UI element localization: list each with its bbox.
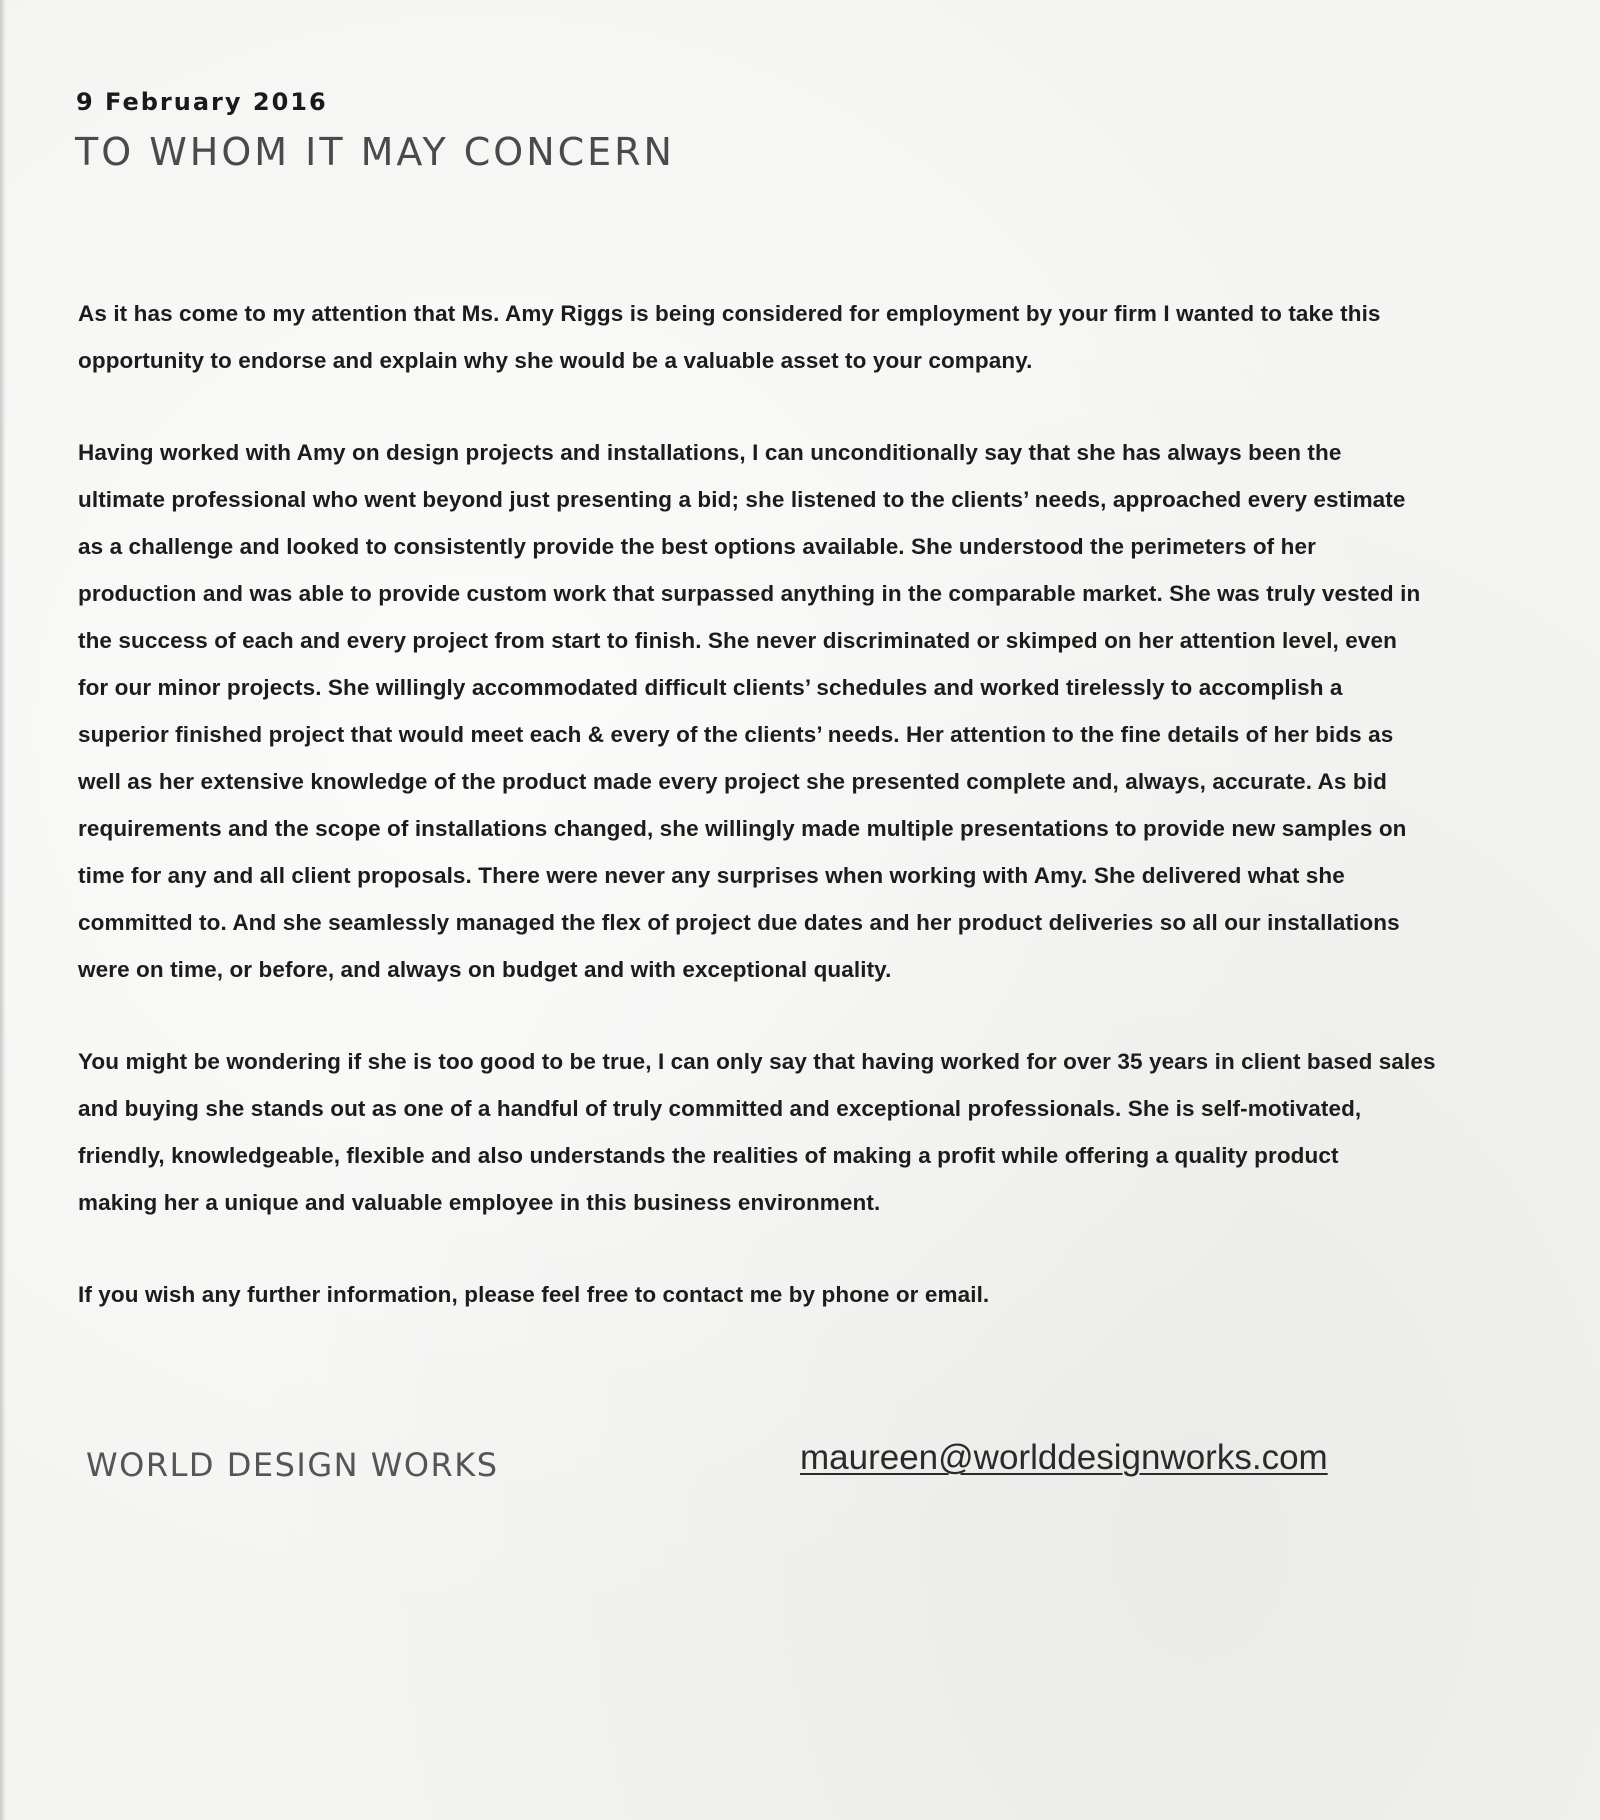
text-line: time for any and all client proposals. There were never any surprises when working with Amy. She delivered what she: [78, 863, 1345, 888]
salutation-heading: TO WHOM IT MAY CONCERN: [75, 130, 675, 174]
text-line: requirements and the scope of installations changed, she willingly made multiple presentations to provide new samples on: [78, 816, 1407, 841]
paragraph-experience: [78, 429, 1518, 993]
text-line: As it has come to my attention that Ms. Amy Riggs is being considered for employment by your firm I wanted to take this: [78, 301, 1381, 326]
text-line: committed to. And she seamlessly managed the flex of project due dates and her product deliveries so all our installations: [78, 910, 1400, 935]
text-line: superior finished project that would meet each & every of the clients’ needs. Her attention to the fine details of her bids as: [78, 722, 1394, 747]
company-name: WORLD DESIGN WORKS: [86, 1446, 499, 1484]
paragraph-endorsement: [78, 1038, 1518, 1226]
text-line: for our minor projects. She willingly accommodated difficult clients’ schedules and worked tirelessly to accomplish a: [78, 675, 1343, 700]
text-line: If you wish any further information, please feel free to contact me by phone or email.: [78, 1282, 990, 1307]
text-line: the success of each and every project from start to finish. She never discriminated or skimped on her attention level, even: [78, 628, 1397, 653]
email-link[interactable]: maureen@worlddesignworks.com: [800, 1438, 1328, 1477]
text-line: making her a unique and valuable employee in this business environment.: [78, 1190, 881, 1215]
text-line: production and was able to provide custom work that surpassed anything in the comparable market. She was truly vested in: [78, 581, 1421, 606]
letter-date: 9 February 2016: [76, 88, 328, 116]
text-line: opportunity to endorse and explain why she would be a valuable asset to your company.: [78, 348, 1033, 373]
text-line: and buying she stands out as one of a handful of truly committed and exceptional professionals. She is self-motivated,: [78, 1096, 1362, 1121]
paragraph-closing: [78, 1271, 1518, 1318]
letter-body: [78, 290, 1518, 1363]
paragraph-intro: [78, 290, 1518, 384]
text-line: friendly, knowledgeable, flexible and also understands the realities of making a profit while offering a quality product: [78, 1143, 1339, 1168]
text-line: were on time, or before, and always on budget and with exceptional quality.: [78, 957, 892, 982]
text-line: as a challenge and looked to consistently provide the best options available. She understood the perimeters of her: [78, 534, 1316, 559]
text-line: ultimate professional who went beyond just presenting a bid; she listened to the clients’ needs, approached every estimate: [78, 487, 1406, 512]
text-line: You might be wondering if she is too good to be true, I can only say that having worked for over 35 years in client based sales: [78, 1049, 1436, 1074]
text-line: well as her extensive knowledge of the product made every project she presented complete and, always, accurate. As bid: [78, 769, 1387, 794]
text-line: Having worked with Amy on design projects and installations, I can unconditionally say that she has always been the: [78, 440, 1342, 465]
